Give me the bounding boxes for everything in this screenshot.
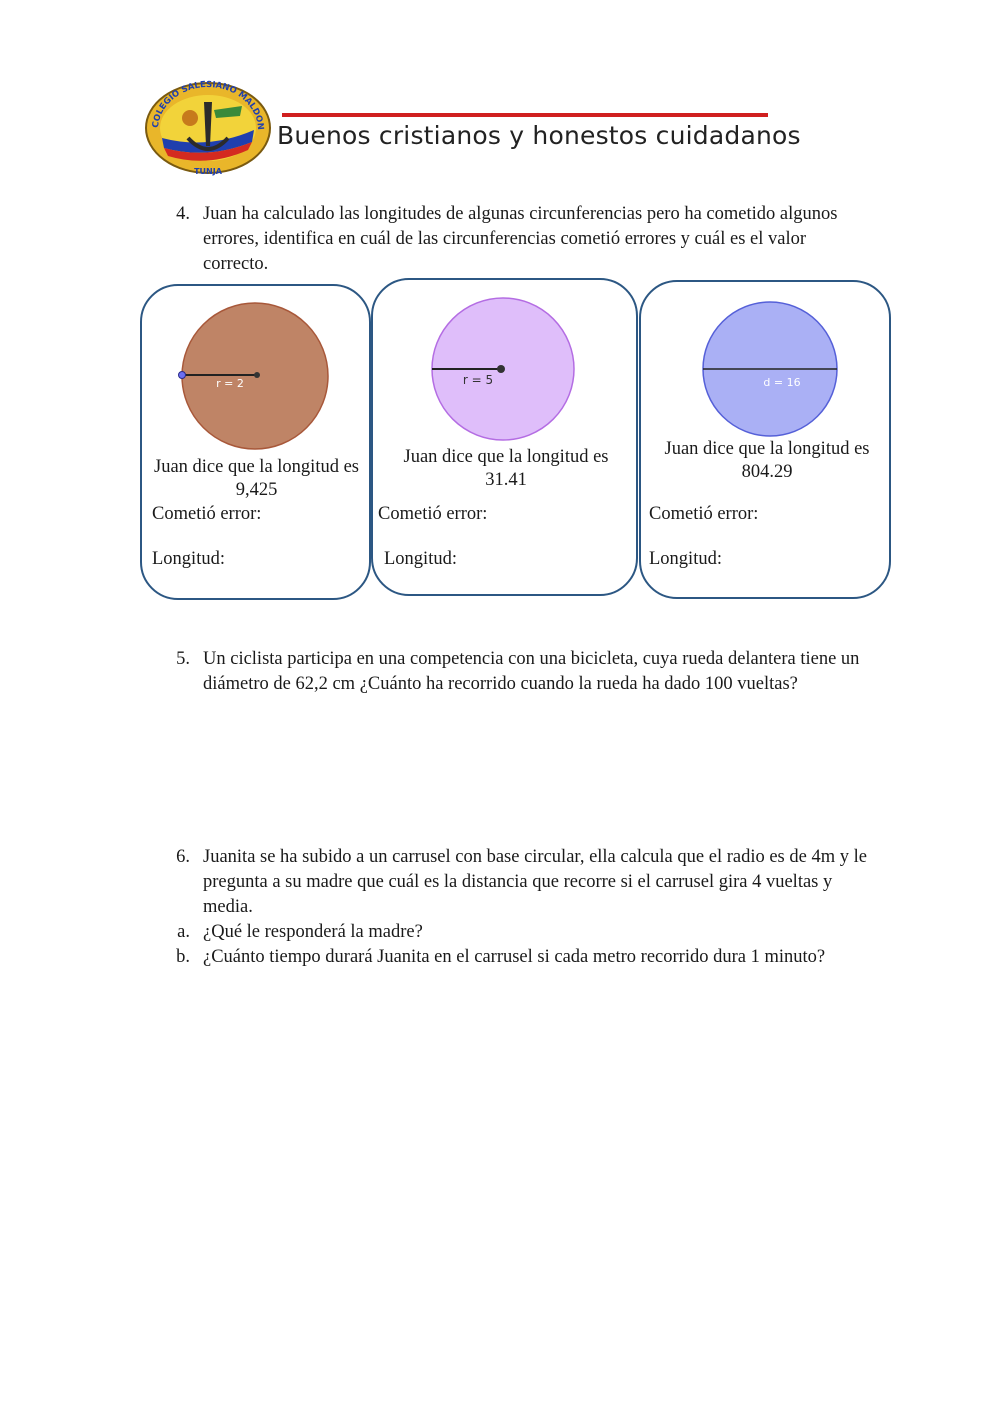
subquestion-letter: b.	[176, 947, 190, 967]
claim-text: Juan dice que la longitud es 804.29	[664, 439, 870, 482]
logo-city-text: TUNJA	[194, 167, 222, 176]
school-logo	[144, 80, 272, 178]
diameter-label: d = 16	[763, 376, 801, 389]
logo-ring-text: COLEGIO SALESIANO MALDON	[150, 80, 266, 131]
radius-label: r = 2	[216, 377, 244, 390]
length-label: Longitud:	[152, 549, 225, 569]
claim-text: Juan dice que la longitud es 31.41	[403, 447, 609, 490]
circle-figure-2	[430, 296, 576, 442]
error-label: Cometió error:	[152, 504, 262, 524]
circle-card-3	[639, 280, 891, 599]
length-label: Longitud:	[384, 549, 457, 569]
school-motto: Buenos cristianos y honestos cuidadanos	[277, 121, 801, 150]
circle-figure-1	[178, 300, 332, 452]
error-label: Cometió error:	[378, 504, 488, 524]
question-text: Un ciclista participa en una competencia con una bicicleta, cuya rueda delantera tiene un diámetro de 62,2 cm ¿Cuánto ha recorrido cuando la rueda ha dado 100 vueltas?	[203, 649, 860, 694]
subquestion-text: ¿Cuánto tiempo durará Juanita en el carrusel si cada metro recorrido dura 1 minuto?	[203, 947, 826, 967]
subquestion-text: ¿Qué le responderá la madre?	[203, 922, 423, 942]
question-text: Juanita se ha subido a un carrusel con base circular, ella calcula que el radio es de 4m y le pregunta a su madre que cuál es la distancia que recorre si el carrusel gira 4 vueltas y media.	[203, 847, 867, 917]
question-number: 5.	[176, 649, 190, 669]
circle-card-2	[371, 278, 638, 596]
question-number: 6.	[176, 847, 190, 867]
circle-figure-3	[701, 300, 839, 438]
question-text: Juan ha calculado las longitudes de algunas circunferencias pero ha cometido algunos errores, identifica en cuál de las circunferencias cometió errores y cuál es el valor correcto.	[203, 204, 838, 274]
error-label: Cometió error:	[649, 504, 759, 524]
length-label: Longitud:	[649, 549, 722, 569]
radius-label: r = 5	[462, 373, 494, 387]
claim-text: Juan dice que la longitud es 9,425	[154, 457, 359, 500]
circle-card-1	[140, 284, 371, 600]
question-number: 4.	[176, 204, 190, 224]
subquestion-letter: a.	[177, 922, 190, 942]
header-red-line	[282, 113, 768, 117]
